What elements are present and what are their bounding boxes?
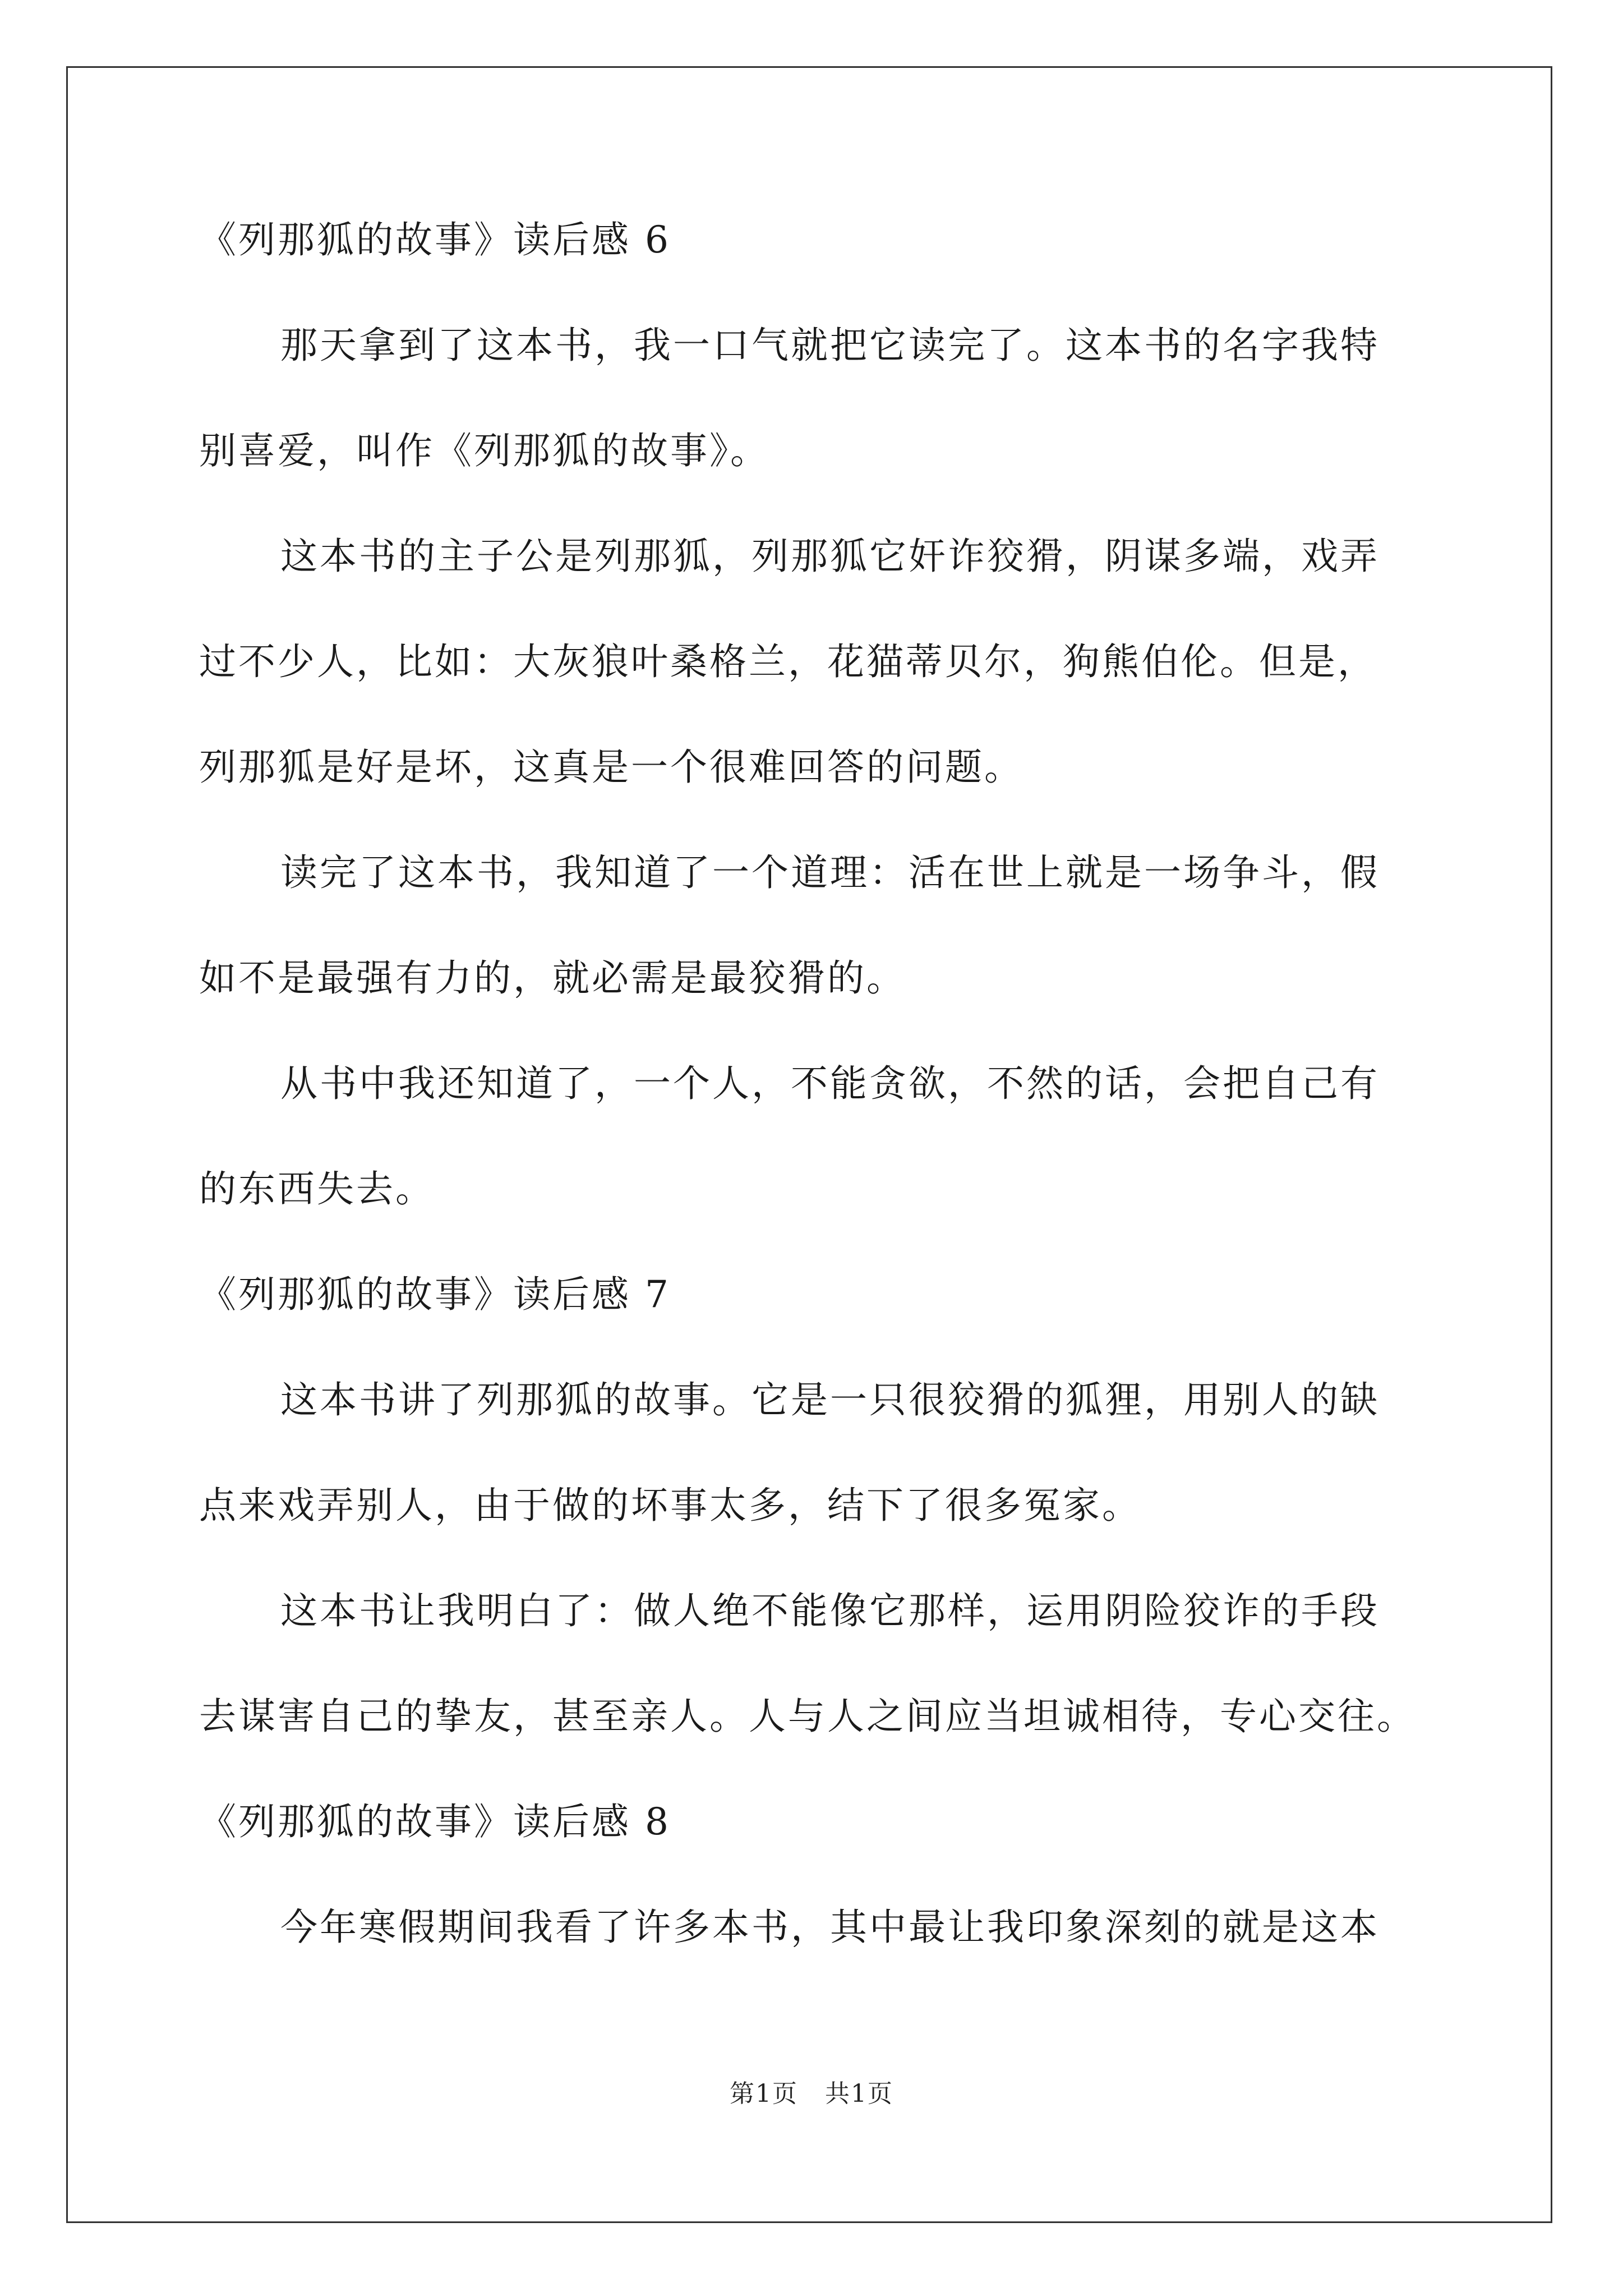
paragraph-line: 列那狐是好是坏，这真是一个很难回答的问题。	[199, 746, 1023, 789]
paragraph-line: 那天拿到了这本书，我一口气就把它读完了。这本书的名字我特	[280, 324, 1380, 367]
paragraph-line: 这本书让我明白了：做人绝不能像它那样，运用阴险狡诈的手段	[280, 1589, 1380, 1632]
paragraph-line: 这本书讲了列那狐的故事。它是一只很狡猾的狐狸，用别人的缺	[280, 1378, 1380, 1421]
paragraph-line: 今年寒假期间我看了许多本书，其中最让我印象深刻的就是这本	[280, 1906, 1380, 1949]
paragraph-line: 过不少人，比如：大灰狼叶桑格兰，花猫蒂贝尔，狗熊伯伦。但是，	[199, 640, 1377, 683]
section-heading: 《列那狐的故事》读后感 7	[199, 1273, 671, 1316]
paragraph-line: 如不是最强有力的，就必需是最狡猾的。	[199, 956, 906, 1000]
page-number-total: 共1页	[825, 2079, 893, 2108]
paragraph-line: 读完了这本书，我知道了一个道理：活在世上就是一场争斗，假	[280, 851, 1380, 894]
document-body	[199, 213, 1438, 2006]
page-footer	[0, 2078, 1623, 2110]
section-heading: 《列那狐的故事》读后感 8	[199, 1800, 671, 1843]
page-number-current: 第1页	[730, 2079, 798, 2108]
paragraph-line: 点来戏弄别人，由于做的坏事太多，结下了很多冤家。	[199, 1484, 1141, 1527]
paragraph-line: 这本书的主子公是列那狐，列那狐它奸诈狡猾，阴谋多端，戏弄	[280, 535, 1380, 578]
paragraph-line: 去谋害自己的挚友，甚至亲人。人与人之间应当坦诚相待，专心交往。	[199, 1695, 1416, 1738]
paragraph-line: 从书中我还知道了，一个人，不能贪欲，不然的话，会把自己有	[280, 1062, 1380, 1105]
paragraph-line: 别喜爱，叫作《列那狐的故事》。	[199, 429, 769, 472]
paragraph-line: 的东西失去。	[199, 1167, 435, 1211]
section-heading: 《列那狐的故事》读后感 6	[199, 218, 671, 261]
